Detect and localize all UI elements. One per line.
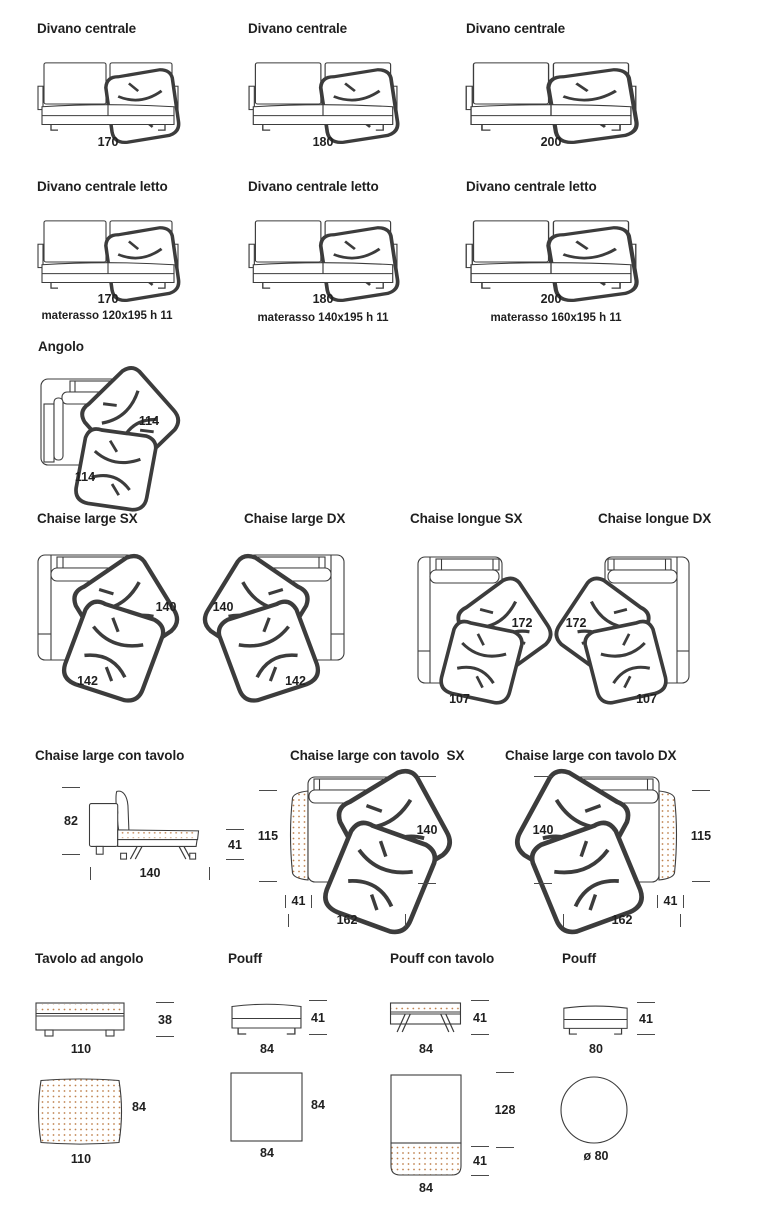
height-dimension: 41 bbox=[311, 1010, 325, 1025]
dim-tick bbox=[471, 1000, 489, 1001]
pouf-table-top-drawing bbox=[390, 1074, 462, 1176]
width-dimension: 110 bbox=[70, 1042, 92, 1056]
item-title: Pouff con tavolo bbox=[390, 951, 495, 966]
sofa-bed-front-drawing bbox=[248, 219, 398, 290]
item-title: Chaise large SX bbox=[37, 511, 138, 526]
sofa-bed-front-drawing bbox=[465, 219, 637, 290]
item-title: Chaise large con tavolo DX bbox=[505, 748, 677, 763]
height-dimension: 41 bbox=[473, 1010, 487, 1025]
depth-dimension: 140 bbox=[155, 600, 177, 614]
pouf-side-drawing bbox=[230, 1001, 303, 1035]
width-dimension: 84 bbox=[419, 1042, 433, 1056]
table-height-dimension: 41 bbox=[228, 837, 242, 852]
item-title: Divano centrale bbox=[37, 21, 137, 36]
chaise-longue-dx-drawing bbox=[604, 556, 690, 684]
item-title: Divano centrale letto bbox=[37, 179, 168, 194]
width-dimension-group bbox=[288, 911, 406, 929]
depth-dimension: 172 bbox=[511, 616, 533, 630]
height-dimension-group bbox=[303, 1000, 333, 1035]
depth-dimension: 140 bbox=[212, 600, 234, 614]
dim-tick bbox=[496, 1147, 514, 1148]
item-title: Tavolo ad angolo bbox=[35, 951, 144, 966]
top-depth-dimension: 84 bbox=[311, 1098, 325, 1112]
table-width-dimension-group bbox=[285, 893, 312, 909]
depth-dimension-group bbox=[528, 776, 558, 884]
item-title: Chaise longue DX bbox=[598, 511, 712, 526]
dim-tick bbox=[418, 776, 436, 777]
dim-tick bbox=[62, 854, 80, 855]
width-dimension: 80 bbox=[589, 1042, 603, 1056]
chaise-tavolo-sx-drawing bbox=[286, 776, 403, 883]
width-dimension: 114 bbox=[74, 470, 96, 484]
dim-bar bbox=[209, 867, 210, 880]
sofa-bed-front-drawing bbox=[37, 219, 179, 290]
height-dimension: 38 bbox=[158, 1012, 172, 1027]
item-title: Chaise large con tavolo SX bbox=[290, 748, 465, 763]
dim-tick bbox=[637, 1002, 655, 1003]
dim-tick bbox=[226, 829, 244, 830]
dim-tick bbox=[156, 1002, 174, 1003]
height-dimension: 41 bbox=[639, 1011, 653, 1026]
top-width-dimension: 110 bbox=[70, 1152, 92, 1166]
width-dimension: 170 bbox=[97, 292, 119, 306]
dim-tick bbox=[692, 790, 710, 791]
width-dimension: 162 bbox=[336, 913, 358, 927]
mattress-note: materasso 120x195 h 11 bbox=[41, 310, 173, 322]
dim-tick bbox=[259, 790, 277, 791]
item-title: Divano centrale bbox=[466, 21, 566, 36]
dim-tick bbox=[62, 787, 80, 788]
sofa-front-drawing bbox=[465, 61, 637, 132]
chaise-large-sx-drawing bbox=[37, 554, 135, 661]
pouf-round-top-drawing bbox=[560, 1076, 628, 1144]
width-dimension: 107 bbox=[636, 692, 657, 706]
table-depth-dimension: 115 bbox=[690, 829, 712, 843]
chaise-tavolo-side-drawing bbox=[88, 788, 201, 862]
height-dimension: 82 bbox=[64, 814, 78, 828]
chaise-tavolo-dx-drawing bbox=[564, 776, 681, 883]
pouf-side-drawing bbox=[562, 1003, 629, 1035]
dim-bar bbox=[683, 895, 684, 908]
pouf-table-side-drawing bbox=[389, 1001, 462, 1035]
dim-tick bbox=[226, 859, 244, 860]
dim-tick bbox=[156, 1036, 174, 1037]
mattress-note: materasso 160x195 h 11 bbox=[490, 312, 622, 324]
height-dimension-group bbox=[58, 787, 84, 855]
mattress-note: materasso 140x195 h 11 bbox=[257, 312, 389, 324]
dim-tick bbox=[637, 1034, 655, 1035]
width-dimension: 142 bbox=[77, 674, 98, 688]
item-title: Divano centrale letto bbox=[466, 179, 597, 194]
width-dimension: 180 bbox=[312, 135, 334, 149]
dim-tick bbox=[534, 776, 552, 777]
item-title: Divano centrale letto bbox=[248, 179, 379, 194]
dim-tick bbox=[309, 1034, 327, 1035]
top-depth-dimension: 84 bbox=[132, 1100, 146, 1114]
diameter-dimension: ø 80 bbox=[583, 1149, 609, 1163]
item-title: Pouff bbox=[562, 951, 596, 966]
dim-tick bbox=[496, 1072, 514, 1073]
table-depth-dimension-group bbox=[688, 790, 714, 882]
width-dimension: 200 bbox=[540, 135, 562, 149]
table-depth-dimension-group bbox=[255, 790, 281, 882]
pouf-top-drawing bbox=[230, 1072, 303, 1142]
item-title: Pouff bbox=[228, 951, 262, 966]
dim-bar bbox=[405, 914, 406, 927]
width-dimension: 200 bbox=[540, 292, 562, 306]
width-dimension: 140 bbox=[139, 866, 161, 880]
corner-table-side-drawing bbox=[35, 1002, 125, 1038]
item-title: Chaise large con tavolo bbox=[35, 748, 185, 763]
dim-bar bbox=[680, 914, 681, 927]
width-dimension: 180 bbox=[312, 292, 334, 306]
dim-tick bbox=[259, 881, 277, 882]
width-dimension-group bbox=[563, 911, 681, 929]
height-dimension-group bbox=[465, 1000, 495, 1035]
table-depth-dimension: 115 bbox=[257, 829, 279, 843]
dim-tick bbox=[692, 881, 710, 882]
width-dimension: 107 bbox=[449, 692, 470, 706]
dim-tick bbox=[309, 1000, 327, 1001]
depth-dimension: 140 bbox=[416, 823, 438, 837]
depth-dimension: 172 bbox=[565, 616, 587, 630]
item-title: Divano centrale bbox=[248, 21, 348, 36]
width-dimension-group bbox=[90, 864, 210, 882]
top-table-depth-dimension: 41 bbox=[473, 1154, 487, 1168]
sofa-front-drawing bbox=[37, 61, 179, 132]
sofa-front-drawing bbox=[248, 61, 398, 132]
table-width-dimension-group bbox=[657, 893, 684, 909]
width-dimension: 162 bbox=[611, 913, 633, 927]
width-dimension: 170 bbox=[97, 135, 119, 149]
top-total-depth-dimension-group bbox=[487, 1072, 523, 1148]
chaise-longue-sx-drawing bbox=[417, 556, 503, 684]
height-dimension-group bbox=[150, 1002, 180, 1037]
top-width-dimension: 84 bbox=[260, 1146, 274, 1160]
dim-tick bbox=[471, 1146, 489, 1147]
width-dimension: 142 bbox=[285, 674, 306, 688]
depth-dimension: 114 bbox=[138, 414, 160, 428]
depth-dimension: 140 bbox=[532, 823, 554, 837]
dim-bar bbox=[311, 895, 312, 908]
corner-table-top-drawing bbox=[35, 1078, 125, 1145]
height-dimension-group bbox=[631, 1002, 661, 1035]
item-title: Angolo bbox=[38, 339, 84, 354]
table-height-dimension-group bbox=[222, 829, 248, 860]
dim-tick bbox=[471, 1175, 489, 1176]
depth-dimension-group bbox=[412, 776, 442, 884]
item-title: Chaise large DX bbox=[244, 511, 346, 526]
dim-tick bbox=[418, 883, 436, 884]
top-width-dimension: 84 bbox=[419, 1181, 433, 1195]
corner-module-top-drawing bbox=[40, 378, 132, 466]
table-width-dimension: 41 bbox=[291, 894, 306, 908]
dim-tick bbox=[471, 1034, 489, 1035]
width-dimension: 84 bbox=[260, 1042, 274, 1056]
chaise-large-dx-drawing bbox=[247, 554, 345, 661]
dim-tick bbox=[534, 883, 552, 884]
table-width-dimension: 41 bbox=[663, 894, 678, 908]
top-total-depth-dimension: 128 bbox=[494, 1103, 516, 1117]
item-title: Chaise longue SX bbox=[410, 511, 523, 526]
top-table-depth-dimension-group bbox=[465, 1146, 495, 1176]
